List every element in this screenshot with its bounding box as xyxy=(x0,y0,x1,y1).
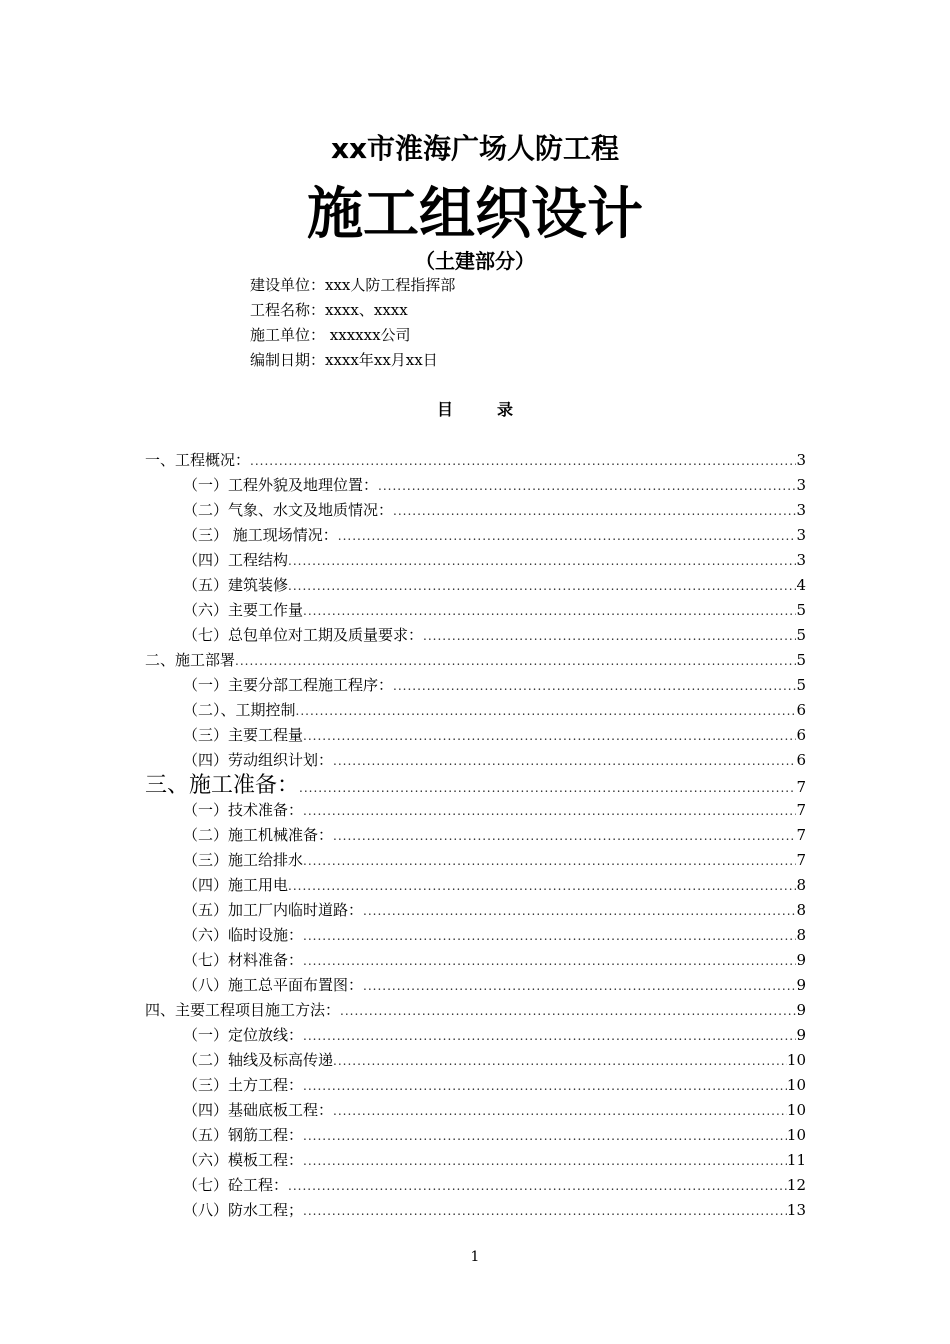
toc-page-number: 3 xyxy=(796,451,806,469)
toc-page-number: 9 xyxy=(796,1001,806,1019)
toc-leader xyxy=(303,599,796,624)
toc-page-number: 8 xyxy=(796,876,806,894)
toc-entry-text: （八）施工总平面布置图： xyxy=(183,976,364,994)
toc-leader xyxy=(378,474,796,499)
info-row-contractor xyxy=(250,323,455,348)
toc-leader xyxy=(333,749,796,774)
table-of-contents xyxy=(145,448,806,1223)
toc-leader xyxy=(288,874,796,899)
toc-entry[interactable] xyxy=(145,1048,806,1073)
toc-entry[interactable] xyxy=(145,1023,806,1048)
toc-entry-text: （一）工程外貌及地理位置： xyxy=(183,476,379,494)
info-row-project-name xyxy=(250,298,455,323)
toc-entry-text: （一）主要分部工程施工程序： xyxy=(183,676,394,694)
toc-entry-text: （七）材料准备： xyxy=(183,951,304,969)
toc-leader xyxy=(303,1024,796,1049)
toc-entry[interactable] xyxy=(145,448,806,473)
toc-entry[interactable] xyxy=(145,1198,806,1223)
project-subtitle: xx市淮海广场人防工程 xyxy=(330,132,620,165)
toc-leader xyxy=(333,1099,787,1124)
toc-entry-text: （五）加工厂内临时道路： xyxy=(183,901,364,919)
toc-entry-text: （二）气象、水文及地质情况： xyxy=(183,501,394,519)
toc-entry-text: （五）钢筋工程： xyxy=(183,1126,304,1144)
toc-entry-text: （三）土方工程： xyxy=(183,1076,304,1094)
toc-entry[interactable] xyxy=(145,648,806,673)
toc-entry-text: （四）工程结构 xyxy=(183,551,289,569)
toc-page-number: 7 xyxy=(796,851,806,869)
toc-entry-text: 四、主要工程项目施工方法： xyxy=(145,1001,341,1019)
toc-entry[interactable] xyxy=(145,623,806,648)
toc-entry[interactable] xyxy=(145,498,806,523)
toc-entry-text: （四）施工用电 xyxy=(183,876,289,894)
toc-entry-text: （七）总包单位对工期及质量要求： xyxy=(183,626,424,644)
toc-entry[interactable] xyxy=(145,523,806,548)
toc-leader xyxy=(423,624,796,649)
toc-entry-text: （四）基础底板工程： xyxy=(183,1101,334,1119)
toc-leader xyxy=(303,1074,787,1099)
toc-page-number: 12 xyxy=(786,1176,806,1194)
toc-page-number: 3 xyxy=(796,476,806,494)
toc-page-number: 10 xyxy=(786,1076,806,1094)
toc-entry[interactable] xyxy=(145,1098,806,1123)
toc-leader xyxy=(303,724,796,749)
toc-leader xyxy=(303,949,796,974)
toc-page-number: 5 xyxy=(796,676,806,694)
toc-page-number: 5 xyxy=(796,651,806,669)
toc-page-number: 5 xyxy=(796,626,806,644)
toc-page-number: 9 xyxy=(796,976,806,994)
toc-entry-text: （一）技术准备： xyxy=(183,801,304,819)
info-value: xxxx年xx月xx日 xyxy=(325,351,438,369)
toc-page-number: 7 xyxy=(796,826,806,844)
toc-page-number: 5 xyxy=(796,601,806,619)
toc-leader xyxy=(303,1149,787,1174)
toc-page-number: 6 xyxy=(796,751,806,769)
toc-entry-text: （二）轴线及标高传递 xyxy=(183,1051,334,1069)
toc-page-number: 6 xyxy=(796,726,806,744)
toc-page-number: 8 xyxy=(796,901,806,919)
info-label: 工程名称： xyxy=(250,301,326,319)
toc-leader xyxy=(296,699,797,724)
toc-page-number: 3 xyxy=(796,551,806,569)
toc-leader xyxy=(288,549,796,574)
toc-leader xyxy=(303,1124,787,1149)
toc-page-number: 3 xyxy=(796,501,806,519)
info-label: 施工单位： xyxy=(250,326,326,344)
toc-entry-text: （一）定位放线： xyxy=(183,1026,304,1044)
toc-leader xyxy=(363,974,796,999)
toc-entry-text: （三） 施工现场情况： xyxy=(183,526,338,544)
document-part: （土建部分） xyxy=(415,249,535,273)
toc-entry[interactable] xyxy=(145,873,806,898)
toc-page-number: 7 xyxy=(796,778,806,796)
toc-entry[interactable] xyxy=(145,1123,806,1148)
toc-page-number: 9 xyxy=(796,951,806,969)
toc-page-number: 11 xyxy=(786,1151,806,1169)
toc-leader xyxy=(303,924,796,949)
toc-entry-text: （五）建筑装修 xyxy=(183,576,289,594)
toc-page-number: 10 xyxy=(786,1101,806,1119)
toc-entry[interactable] xyxy=(145,773,806,798)
toc-page-number: 13 xyxy=(786,1201,806,1219)
toc-entry[interactable] xyxy=(145,798,806,823)
toc-leader xyxy=(288,574,796,599)
toc-entry-text: （六）主要工作量 xyxy=(183,601,304,619)
toc-entry[interactable] xyxy=(145,673,806,698)
toc-entry[interactable] xyxy=(145,698,806,723)
toc-entry[interactable] xyxy=(145,948,806,973)
toc-page-number: 7 xyxy=(796,801,806,819)
toc-entry[interactable] xyxy=(145,1073,806,1098)
toc-entry[interactable] xyxy=(145,1148,806,1173)
toc-leader xyxy=(303,849,796,874)
info-value: xxxx、xxxx xyxy=(325,301,408,319)
toc-entry[interactable] xyxy=(145,898,806,923)
toc-entry-text: （三）施工给排水 xyxy=(183,851,304,869)
info-row-date xyxy=(250,348,455,373)
toc-entry[interactable] xyxy=(145,573,806,598)
toc-entry-text: 二、施工部署 xyxy=(145,651,236,669)
toc-page-number: 9 xyxy=(796,1026,806,1044)
toc-entry-text: （六）临时设施： xyxy=(183,926,304,944)
info-label: 建设单位： xyxy=(250,276,326,294)
toc-leader xyxy=(235,649,796,674)
toc-entry-text: （二）施工机械准备： xyxy=(183,826,334,844)
toc-entry-text: （七）砼工程： xyxy=(183,1176,289,1194)
toc-leader xyxy=(333,1049,787,1074)
toc-entry-text: 三、施工准备： xyxy=(145,773,300,798)
toc-entry-text: （三）主要工程量 xyxy=(183,726,304,744)
toc-leader xyxy=(299,776,796,801)
toc-entry-text: （四）劳动组织计划： xyxy=(183,751,334,769)
toc-leader xyxy=(250,449,796,474)
toc-entry-text: （二）、工期控制 xyxy=(183,701,296,719)
info-row-client xyxy=(250,273,455,298)
toc-entry[interactable] xyxy=(145,723,806,748)
toc-leader xyxy=(303,799,796,824)
toc-entry-text: 一、工程概况： xyxy=(145,451,251,469)
info-label: 编制日期： xyxy=(250,351,326,369)
toc-page-number: 8 xyxy=(796,926,806,944)
toc-entry[interactable] xyxy=(145,1173,806,1198)
toc-page-number: 10 xyxy=(786,1126,806,1144)
toc-entry[interactable] xyxy=(145,998,806,1023)
toc-page-number: 3 xyxy=(796,526,806,544)
toc-leader xyxy=(303,1199,787,1224)
toc-entry[interactable] xyxy=(145,973,806,998)
toc-page-number: 4 xyxy=(796,576,806,594)
toc-entry[interactable] xyxy=(145,923,806,948)
toc-entry[interactable] xyxy=(145,748,806,773)
toc-heading: 目录 xyxy=(436,400,557,419)
toc-page-number: 6 xyxy=(796,701,806,719)
toc-leader xyxy=(363,899,796,924)
document-title: 施工组织设计 xyxy=(307,182,643,247)
toc-leader xyxy=(393,499,796,524)
toc-entry[interactable] xyxy=(145,598,806,623)
toc-entry[interactable] xyxy=(145,848,806,873)
toc-leader xyxy=(393,674,796,699)
page-number: 1 xyxy=(470,1249,480,1265)
info-value: xxxxxx公司 xyxy=(325,326,411,344)
toc-leader xyxy=(288,1174,787,1199)
toc-entry[interactable] xyxy=(145,823,806,848)
info-value: xxx人防工程指挥部 xyxy=(325,276,456,294)
project-info xyxy=(250,273,455,373)
toc-entry[interactable] xyxy=(145,548,806,573)
toc-leader xyxy=(340,999,796,1024)
toc-entry[interactable] xyxy=(145,473,806,498)
toc-entry-text: （六）模板工程： xyxy=(183,1151,304,1169)
toc-entry-text: （八）防水工程； xyxy=(183,1201,304,1219)
toc-page-number: 10 xyxy=(786,1051,806,1069)
toc-leader xyxy=(333,824,796,849)
toc-leader xyxy=(338,524,797,549)
